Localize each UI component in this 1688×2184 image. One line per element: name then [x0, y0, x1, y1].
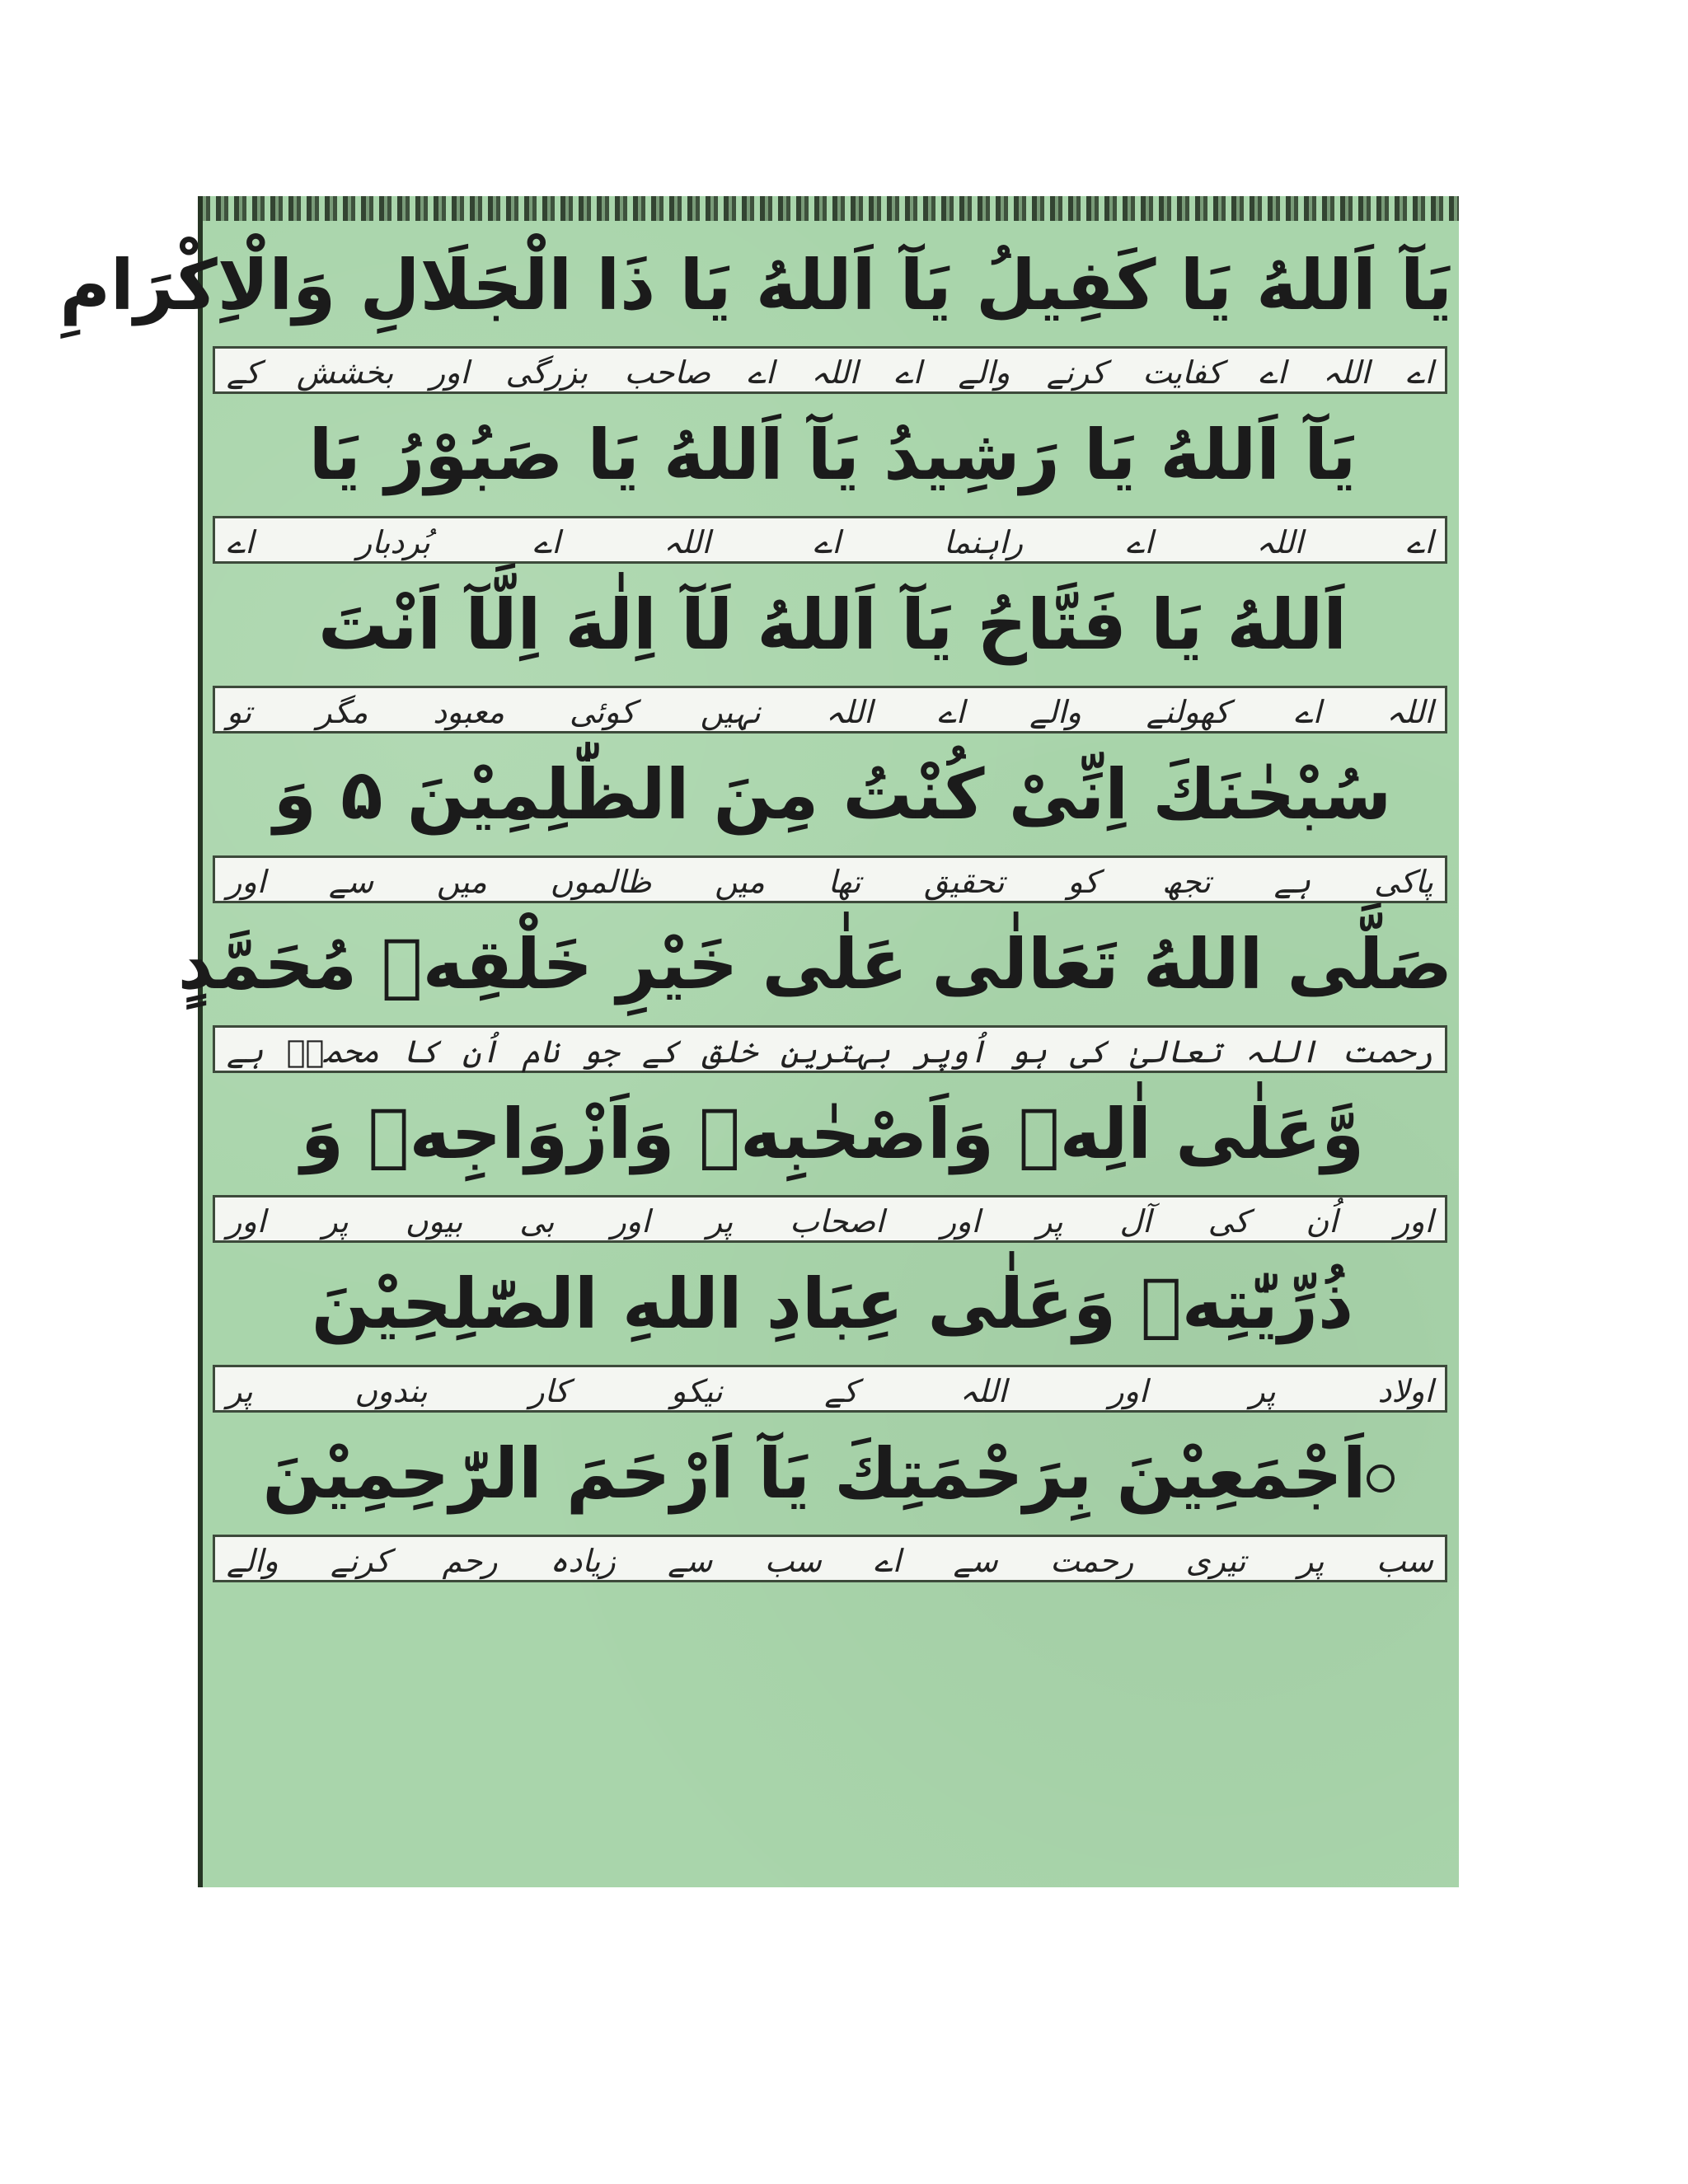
urdu-translation-3: اللہ اے کھولنے والے اے اللہ نہیں کوئی معبود مگر تو [213, 686, 1447, 733]
arabic-line-7: ذُرِّيّٰتِهٖ وَعَلٰى عِبَادِ اللهِ الصّٰلِحِيْنَ [311, 1263, 1354, 1344]
urdu-translation-7: اولاد پر اور اللہ کے نیکو کار بندوں پر [213, 1365, 1447, 1413]
urdu-translation-5: رحمت اللہ تعالیٰ کی ہو اُوپر بہترین خلق کے جو نام اُن کا محمدؐ ہے [213, 1025, 1447, 1073]
page-edge [198, 196, 203, 1887]
verse-end-circle-icon [1367, 1465, 1395, 1493]
arabic-line-1: يَآ اَللهُ يَا كَفِيلُ يَآ اَللهُ يَا ذَا الْجَلَالِ وَالْاِكْرَامِ [59, 245, 1452, 326]
verse-list [59, 224, 1452, 1887]
decorative-top-border [198, 196, 1459, 221]
arabic-line-3: اَللهُ يَا فَتَّاحُ يَآ اَللهُ لَآ اِلٰهَ اِلَّآ اَنْتَ [317, 584, 1348, 665]
arabic-line-8 [213, 1413, 1452, 1535]
arabic-line-8-text: اَجْمَعِيْنَ بِرَحْمَتِكَ يَآ اَرْحَمَ الرّٰحِمِيْنَ [262, 1433, 1367, 1514]
scanned-prayer-page [59, 196, 1459, 1887]
urdu-translation-4: پاکی ہے تجھ کو تحقیق تھا میں ظالموں میں سے اور [213, 855, 1447, 903]
arabic-line-6: وَّعَلٰى اٰلِهٖ وَاَصْحٰبِهٖ وَاَزْوَاجِهٖ وَ [300, 1094, 1365, 1174]
arabic-line-2: يَآ اَللهُ يَا رَشِيدُ يَآ اَللهُ يَا صَبُوْرُ يَا [308, 415, 1357, 495]
arabic-line-5: صَلَّى اللهُ تَعَالٰى عَلٰى خَيْرِ خَلْقِهٖ مُحَمَّدٍ [177, 924, 1452, 1005]
arabic-line-4: سُبْحٰنَكَ اِنِّىْ كُنْتُ مِنَ الظّٰلِمِيْنَ ۵ وَ [273, 754, 1392, 835]
urdu-translation-8: سب پر تیری رحمت سے اے سب سے زیادہ رحم کرنے والے [213, 1535, 1447, 1582]
urdu-translation-6: اور اُن کی آل پر اور اصحاب پر اور بی بیوں پر اور [213, 1195, 1447, 1243]
urdu-translation-2: اے اللہ اے راہنما اے اللہ اے بُردبار اے [213, 516, 1447, 564]
urdu-translation-1: اے اللہ اے کفایت کرنے والے اے اللہ اے صاحب بزرگی اور بخشش کے [213, 346, 1447, 394]
